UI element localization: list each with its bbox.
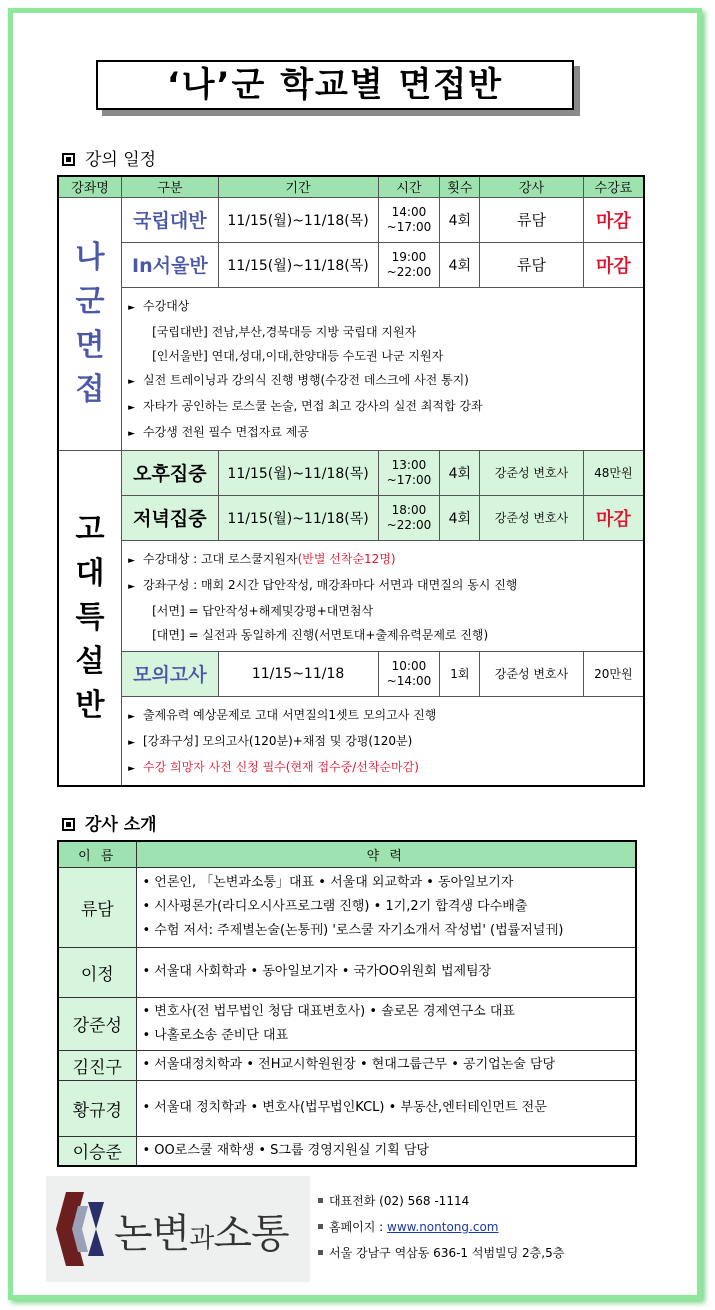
group-char: 면	[75, 327, 105, 363]
group-char: 특	[75, 599, 105, 635]
group-name-kodae	[58, 450, 122, 786]
course-period: 11/15(월)~11/18(목)	[218, 242, 378, 287]
course-count: 4회	[440, 495, 480, 540]
table-row	[58, 1136, 636, 1166]
bullet-icon	[318, 1224, 323, 1229]
instructors-section-heading	[62, 810, 157, 835]
time-end: ~17:00	[386, 472, 432, 487]
table-row	[58, 997, 636, 1050]
time-start: 10:00	[391, 658, 427, 673]
course-count: 4회	[440, 197, 480, 242]
note-text-red: (반별 선착순12명)	[297, 551, 396, 566]
arrow-bullet-icon: ►	[128, 428, 135, 439]
mock-notes	[122, 696, 644, 786]
note-text: 강좌구성 : 매회 2시간 답안작성, 매강좌마다 서면과 대면질의 동시 진행	[143, 577, 518, 592]
table-row	[58, 947, 636, 997]
course-teacher: 류담	[480, 197, 583, 242]
course-period: 11/15(월)~11/18(목)	[218, 197, 378, 242]
desc-line: • OO로스쿨 재학생 • S그룹 경영지원실 기획 담당	[142, 1142, 429, 1158]
col-header: 이 름	[58, 841, 136, 867]
table-row	[58, 1050, 636, 1080]
course-fee: 20만원	[583, 651, 644, 696]
note-text: [국립대반] 전남,부산,경북대등 지방 국립대 지원자	[152, 324, 417, 339]
table-row	[58, 1080, 636, 1136]
course-name: In서울반	[122, 242, 219, 287]
arrow-bullet-icon: ►	[128, 376, 135, 387]
note-line	[128, 368, 643, 394]
note-text: 출제유력 예상문제로 고대 서면질의1셋트 모의고사 진행	[143, 707, 437, 722]
logo-text-end: 소통	[213, 1211, 289, 1257]
group-char: 나	[75, 239, 105, 275]
note-text: [강좌구성] 모의고사(120분)+채점 및 강평(120분)	[143, 733, 413, 748]
homepage-label: 홈페이지 :	[329, 1220, 388, 1234]
course-time	[378, 495, 440, 540]
time-end: ~17:00	[386, 219, 432, 234]
logo-text-small: 과	[189, 1224, 214, 1254]
time-end: ~22:00	[386, 264, 432, 279]
course-fee: 마감	[583, 495, 644, 540]
instructor-name: 강준성	[58, 997, 136, 1050]
logo-wordmark	[114, 1202, 289, 1259]
instructor-name: 황규경	[58, 1080, 136, 1136]
table-row	[58, 651, 644, 696]
col-header: 구분	[122, 176, 219, 197]
course-count: 4회	[440, 242, 480, 287]
contact-homepage	[318, 1214, 564, 1240]
course-time	[378, 651, 440, 696]
note-line	[128, 623, 643, 647]
title-banner	[96, 60, 580, 116]
square-bullet-icon	[62, 818, 75, 831]
instructor-name: 이승준	[58, 1136, 136, 1166]
bullet-icon	[318, 1250, 323, 1255]
instructor-desc	[136, 1050, 636, 1080]
group2-notes	[122, 540, 644, 651]
course-period: 11/15(월)~11/18(목)	[218, 495, 378, 540]
time-end: ~22:00	[386, 517, 432, 532]
course-time	[378, 197, 440, 242]
instructor-name: 김진구	[58, 1050, 136, 1080]
page-title: ‘나’군 학교별 면접반	[96, 60, 574, 110]
desc-line: • 언론인, 「논변과소통」대표 • 서울대 외교학과 • 동아일보기자	[142, 875, 514, 890]
group1-notes	[122, 287, 644, 450]
course-fee: 마감	[583, 197, 644, 242]
group-char: 반	[75, 687, 105, 723]
course-period: 11/15(월)~11/18(목)	[218, 450, 378, 495]
note-text: 수강대상	[143, 298, 190, 313]
note-line	[128, 729, 643, 755]
table-row	[58, 495, 644, 540]
desc-line: • 서울대정치학과 • 전H교시학원원장 • 현대그룹근무 • 공기업논술 담당	[142, 1057, 556, 1072]
note-line	[128, 420, 643, 446]
time-end: ~14:00	[386, 673, 432, 688]
instructor-name: 류담	[58, 867, 136, 947]
group-char: 대	[75, 555, 105, 591]
instructor-desc	[136, 1080, 636, 1136]
schedule-table	[57, 175, 645, 787]
note-text: 자타가 공인하는 로스쿨 논술, 면접 최고 강사의 실전 최적합 강좌	[143, 398, 483, 413]
course-name: 모의고사	[122, 651, 219, 696]
course-teacher: 강준성 변호사	[480, 651, 583, 696]
col-header: 시간	[378, 176, 440, 197]
group-char: 군	[75, 283, 105, 319]
group-name-na	[58, 197, 122, 450]
group-char: 고	[75, 511, 105, 547]
course-fee: 마감	[583, 242, 644, 287]
col-header: 기간	[218, 176, 378, 197]
table-row	[58, 867, 636, 947]
instructors-section-label: 강사 소개	[85, 815, 157, 835]
desc-line: • 변호사(전 법무법인 청담 대표변호사) • 솔로몬 경제연구소 대표	[142, 1003, 515, 1019]
note-line	[128, 547, 643, 573]
note-line	[128, 573, 643, 599]
instructor-desc	[136, 947, 636, 997]
address-text: 서울 강남구 역삼동 636-1 석범빌딩 2층,5층	[329, 1246, 565, 1260]
course-count: 1회	[440, 651, 480, 696]
note-line	[128, 344, 643, 368]
instructor-desc	[136, 867, 636, 947]
course-name: 저녁집중	[122, 495, 219, 540]
table-row	[58, 242, 644, 287]
note-line	[128, 294, 643, 320]
note-text: 실전 트레이닝과 강의식 진행 병행(수강전 데스크에 사전 통지)	[143, 372, 469, 387]
group-char: 접	[75, 371, 105, 407]
desc-line: • 시사평론가(라디오시사프로그램 진행) • 1기,2기 합격생 다수배출	[142, 899, 528, 914]
course-period: 11/15~11/18	[218, 651, 378, 696]
instructors-table	[57, 840, 637, 1167]
logo-text-main: 논변	[114, 1211, 190, 1257]
instructor-desc	[136, 997, 636, 1050]
logo-mark-icon	[54, 1188, 112, 1270]
course-fee: 48만원	[583, 450, 644, 495]
table-row	[58, 450, 644, 495]
course-teacher: 류담	[480, 242, 583, 287]
course-teacher: 강준성 변호사	[480, 495, 583, 540]
time-start: 13:00	[391, 457, 427, 472]
instructor-name: 이정	[58, 947, 136, 997]
note-text: 수강대상 : 고대 로스쿨지원자	[143, 551, 298, 566]
note-line	[128, 703, 643, 729]
course-name: 국립대반	[122, 197, 219, 242]
note-line	[128, 320, 643, 344]
contact-address	[318, 1240, 564, 1266]
col-header: 강좌명	[58, 176, 122, 197]
bullet-icon	[318, 1198, 323, 1203]
time-start: 19:00	[391, 249, 427, 264]
note-line	[128, 755, 643, 781]
arrow-bullet-icon: ►	[128, 763, 135, 774]
arrow-bullet-icon: ►	[128, 737, 135, 748]
table-row	[58, 287, 644, 450]
phone-text: 대표전화 (02) 568 -1114	[329, 1194, 470, 1208]
arrow-bullet-icon: ►	[128, 302, 135, 313]
note-text: 수강생 전원 필수 면접자료 제공	[143, 424, 309, 439]
col-header: 강사	[480, 176, 583, 197]
desc-line: • 나홀로소송 준비단 대표	[142, 1027, 289, 1043]
desc-line: • 서울대 사회학과 • 동아일보기자 • 국가OO위원회 법제팀장	[142, 964, 492, 979]
time-start: 14:00	[391, 204, 427, 219]
note-line	[128, 599, 643, 623]
col-header: 약 력	[136, 841, 636, 867]
course-teacher: 강준성 변호사	[480, 450, 583, 495]
note-text-red: 수강 희망자 사전 신청 필수(현재 접수중/선착순마감)	[143, 759, 419, 774]
homepage-link[interactable]: www.nontong.com	[387, 1220, 499, 1234]
time-start: 18:00	[391, 502, 427, 517]
note-text: [서면] = 답안작성+해제및강평+대면첨삭	[152, 603, 374, 618]
course-name: 오후집중	[122, 450, 219, 495]
table-row	[58, 197, 644, 242]
contact-phone	[318, 1188, 564, 1214]
schedule-header-row	[58, 176, 644, 197]
note-text: [인서울반] 연대,성대,이대,한양대등 수도권 나군 지원자	[152, 348, 444, 363]
arrow-bullet-icon: ►	[128, 402, 135, 413]
col-header: 횟수	[440, 176, 480, 197]
contact-info	[318, 1188, 564, 1266]
schedule-section-heading	[62, 145, 156, 170]
course-time	[378, 450, 440, 495]
table-row	[58, 696, 644, 786]
arrow-bullet-icon: ►	[128, 711, 135, 722]
desc-line: • 서울대 정치학과 • 변호사(법무법인KCL) • 부동산,엔터테인먼트 전문	[142, 1100, 547, 1115]
instructors-header-row	[58, 841, 636, 867]
course-time	[378, 242, 440, 287]
col-header: 수강료	[583, 176, 644, 197]
schedule-section-label: 강의 일정	[85, 150, 157, 170]
company-logo	[46, 1176, 310, 1282]
group-char: 설	[75, 643, 105, 679]
arrow-bullet-icon: ►	[128, 555, 135, 566]
note-line	[128, 394, 643, 420]
note-text: [대면] = 실전과 동일하게 진행(서면토대+출제유력문제로 진행)	[152, 627, 489, 642]
table-row	[58, 540, 644, 651]
desc-line: • 수험 저서: 주제별논술(논통刊) '로스쿨 자기소개서 작성법' (법률저널刊)	[142, 923, 564, 938]
arrow-bullet-icon: ►	[128, 581, 135, 592]
square-bullet-icon	[62, 153, 75, 166]
course-count: 4회	[440, 450, 480, 495]
instructor-desc	[136, 1136, 636, 1166]
